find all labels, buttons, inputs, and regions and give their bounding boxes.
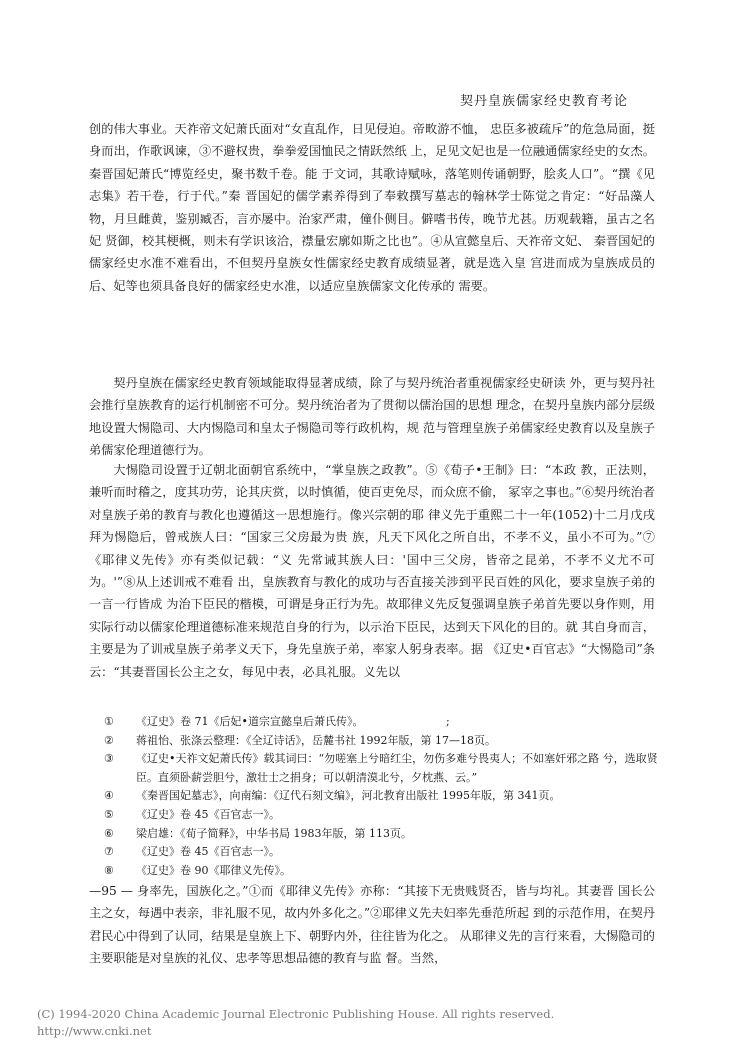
copyright-footer xyxy=(37,1006,554,1040)
footnote-item xyxy=(104,825,664,844)
footnote-text: 蒋祖怡、张涤云整理：《全辽诗话》，岳麓书社 1992年版，第 17—18页。 xyxy=(136,733,496,747)
footnote-item xyxy=(104,750,664,787)
footnote-number: ⑦ xyxy=(104,845,114,859)
footnote-item xyxy=(104,732,664,751)
footnote-number: ② xyxy=(104,733,114,747)
body-paragraph-3: 大惕隐司设置于辽朝北面朝官系统中，“掌皇族之政教”。⑤《荀子•王制》曰：“本政 教，正法则，兼听而时稽之，度其功劳，论其庆赏，以时慎循，使百吏免尽，而众庶不偷， 冢宰之事也。”⑥契丹统治者对皇族子弟的教育与教化也遵循这一思想施行。像兴宗朝的耶 律义先于重熙二十一年(1052)十二月戊戌拜为惕隐后，曾戒族人曰：“国家三父房最为贵 族，凡天下风化之所自出，不孝不义，虽小不可为。”⑦《耶律义先传》亦有类似记载：“义 先常诫其族人曰：'国中三父房，皆帝之昆弟，不孝不义尤不可为。'”⑧从上述训戒不难看 出，皇族教育与教化的成功与否直接关涉到平民百姓的风化，要求皇族子弟的一言一行皆成 为治下臣民的楷模，可谓是身正行为先。故耶律义先反复强调皇族子弟首先要以身作则，用 实际行动以儒家伦理道德标准来规范自身的行为，以示治下臣民，达到天下风化的目的。就 其自身而言，主要是为了训戒皇族子弟孝义天下，身先皇族子弟，率家人躬身表率。据 《辽史•百官志》“大惕隐司”条云：“其妻晋国长公主之女，每见中表，必具礼服。义先以 xyxy=(89,463,655,679)
footnote-item xyxy=(104,787,664,806)
website-link[interactable]: http://www.cnki.net xyxy=(37,1024,152,1038)
footnote-text: 《秦晋国妃墓志》，向南编：《辽代石刻文编》，河北教育出版社 1995年版，第 341页。 xyxy=(136,789,561,803)
footnote-number: ⑥ xyxy=(104,826,114,840)
copyright-line: (C) 1994-2020 China Academic Journal Electronic Publishing House. All rights reserved. xyxy=(37,1007,555,1021)
footnote-number: ⑤ xyxy=(104,807,114,821)
body-paragraph-2: 契丹皇族在儒家经史教育领域能取得显著成绩，除了与契丹统治者重视儒家经史研读 外，更与契丹社会推行皇族教育的运行机制密不可分。契丹统治者为了贯彻以儒治国的思想 理念，在契丹皇族内部分层级地设置大惕隐司、大内惕隐司和皇太子惕隐司等行政机构，规 范与管理皇族子弟儒家经史教育以及皇族子弟儒家伦理道德行为。 xyxy=(89,376,655,458)
footnote-item xyxy=(104,862,664,881)
footnote-number: ⑧ xyxy=(104,863,114,877)
footnote-number: ③ xyxy=(104,752,114,766)
footnote-text: 梁启雄：《荀子简释》，中华书局 1983年版，第 113页。 xyxy=(136,826,412,840)
footnote-list xyxy=(104,713,664,880)
footnote-text: 《辽史》卷 71《后妃•道宗宣懿皇后萧氏传》。 ; xyxy=(136,715,450,728)
footnote-text: 《辽史》卷 90《耶律义先传》。 xyxy=(136,863,291,877)
footnote-item xyxy=(104,843,664,862)
footnote-item xyxy=(104,806,664,825)
footnote-number: ① xyxy=(104,715,114,728)
body-paragraph-4: —95 — 身率先，国族化之。”①而《耶律义先传》亦称：“其接下无贵贱贤否，皆与均礼。其妻晋 国长公主之女，每遇中表亲，非礼服不见，故内外多化之。”②耶律义先夫妇率先垂范所起 到的示范作用，在契丹君民心中得到了认同，结果是皇族上下、朝野内外，往往皆为化之。 从耶律义先的言行来看，大惕隐司的主要职能是对皇族的礼仪、忠孝等思想品德的教育与监 督。当然， xyxy=(89,884,655,966)
footnote-text: 《辽史》卷 45《百官志一》。 xyxy=(136,845,280,859)
footnote-text: 《辽史•天祚文妃萧氏传》载其词曰：“勿嗟塞上兮暗红尘，勿伤多难兮畏夷人；不如塞奸邪之路 兮，选取贤臣。直须卧薪尝胆兮，激壮士之捐身；可以朝清漠北兮，夕枕燕、云。” xyxy=(136,752,658,784)
body-paragraph-1: 创的伟大事业。天祚帝文妃萧氏面对“女直乱作，日见侵迫。帝畋游不恤， 忠臣多被疏斥”的危急局面，挺身而出，作歌讽谏，③不避权贵，拳拳爱国恤民之情跃然纸 上，足见文妃也是一位融通儒家经史的女杰。秦晋国妃萧氏“博览经史，聚书数千卷。能 于文词，其歌诗赋咏，落笔则传诵朝野，脍炙人口”。“撰《见志集》若干卷，行于代。”秦 晋国妃的儒学素养得到了奉敕撰写墓志的翰林学士陈觉之肯定：“好品藻人物，月旦雌黄，鉴别臧否，言亦屡中。治家严肃，僮仆侧目。僻嗜书传，晚节尤甚。历观载籍，虽古之名妃 贤御，校其梗概，则未有学识该洽，襟量宏廓如斯之比也”。④从宣懿皇后、天祚帝文妃、 秦晋国妃的儒家经史水准不难看出，不但契丹皇族女性儒家经史教育成绩显著，就是选入皇 宫进而成为皇族成员的后、妃等也须具备良好的儒家经史水准，以适应皇族儒家文化传承的 需要。 xyxy=(89,122,655,293)
footnote-item xyxy=(104,713,664,732)
running-header: 契丹皇族儒家经史教育考论 xyxy=(459,94,628,109)
footnote-text: 《辽史》卷 45《百官志一》。 xyxy=(136,807,280,821)
footnote-number: ④ xyxy=(104,789,114,803)
